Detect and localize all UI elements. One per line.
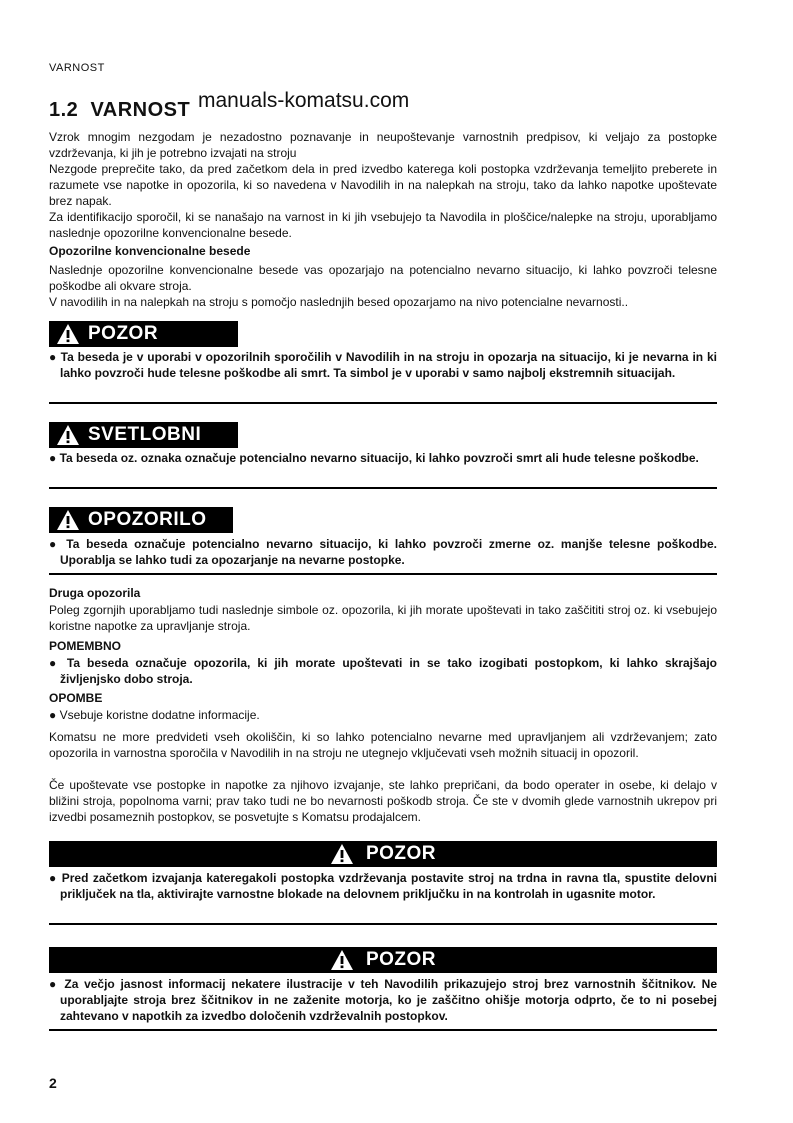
signal-words-paragraph-2: V navodilih in na nalepkah na stroju s pomočjo naslednjih besed opozarjamo na nivo potencialne nevarnosti.. xyxy=(49,295,629,309)
signal-label-svetlobni-text xyxy=(49,450,717,466)
intro-paragraph-1: Vzrok mnogim nezgodam je nezadostno poznavanje in neupoštevanje varnostnih predpisov, ki veljajo za postopke vzdrževanja, ki jih je potrebno izvajati na stroju xyxy=(49,130,717,160)
bullet-icon: ● xyxy=(49,656,60,670)
bullet-text: Ta beseda oz. oznaka označuje potencialno nevarno situacijo, ki lahko povzroči smrt ali hude telesne poškodbe. xyxy=(59,451,699,465)
divider xyxy=(49,402,717,404)
closing-paragraph-1: Komatsu ne more predvideti vseh okoliščin, ki so lahko potencialno nevarne med upravljanjem ali vzdrževanjem; zato opozorila in varnostna sporočila v Navodilih in na stroju ne utegnejo vključevati vseh možnih situacij in opozoril. xyxy=(49,730,717,760)
signal-word: POZOR xyxy=(365,843,437,864)
bullet-icon: ● xyxy=(49,350,57,364)
bullet-icon: ● xyxy=(49,871,58,885)
warning-banner-pozor xyxy=(49,841,717,867)
warning-text xyxy=(49,976,717,1024)
signal-label-svetlobni xyxy=(49,422,238,448)
bullet-text: Ta beseda je v uporabi v opozorilnih sporočilih v Navodilih in na stroju in opozarja na situacijo, ki je nevarna in ki lahko povzroči hude telesne poškodbe ali smrt. Ta simbol je v uporabi v samo najbolj ekstremnih situacijah. xyxy=(60,350,718,380)
bullet-text: Pred začetkom izvajanja kateregakoli postopka vzdrževanja postavite stroj na trdna in ravna tla, spustite delovni priključek na tla, aktivirajte varnostne blokade na delovnem priključku in na kontrolah in ugasnite motor. xyxy=(60,871,717,901)
divider xyxy=(49,1029,717,1031)
warning-triangle-icon xyxy=(56,424,80,446)
bullet-icon: ● xyxy=(49,451,57,465)
bullet-icon: ● xyxy=(49,708,57,722)
notes-text xyxy=(49,707,717,723)
watermark: manuals-komatsu.com xyxy=(198,89,410,112)
signal-label-opozorilo-text xyxy=(49,536,717,568)
bullet-text: Za večjo jasnost informacij nekatere ilustracije v teh Navodilih prikazujejo stroj brez varnostnih ščitnikov. Ne uporabljajte stroja brez ščitnikov in ne zaženite motorja, ko je zaščitno ohišje motorja odprto, če to ni posebej zahtevano v napotkih za izvedbo določenih vzdrževalnih postopkov. xyxy=(60,977,717,1023)
bullet-icon: ● xyxy=(49,977,59,991)
divider xyxy=(49,487,717,489)
running-header: VARNOST xyxy=(49,62,105,74)
bullet-text: Vsebuje koristne dodatne informacije. xyxy=(59,708,260,722)
warning-banner-pozor xyxy=(49,947,717,973)
closing-paragraph-2: Če upoštevate vse postopke in napotke za njihovo izvajanje, ste lahko prepričani, da bodo operater in osebe, ki delajo v bližini stroja, popolnoma varni; prav tako tudi ne bo nevarnosti poškodb stroja. Če ste v dvomih glede varnostnih ukrepov pri izvedbi posameznih postopkov, se posvetujte s Komatsu prodajalcem. xyxy=(49,778,717,824)
other-warnings-text: Poleg zgornjih uporabljamo tudi naslednje simbole oz. opozorila, ki jih morate upoštevati in tako zaščititi stroj oz. ki vsebujejo koristne napotke za upravljanje stroja. xyxy=(49,603,717,633)
signal-words-paragraph-1: Naslednje opozorilne konvencionalne besede vas opozarjajo na potencialno nevarno situacijo, ki lahko povzroči telesne poškodbe ali okvare stroja. xyxy=(49,263,717,293)
signal-label-opozorilo xyxy=(49,507,233,533)
warning-triangle-icon xyxy=(56,323,80,345)
divider xyxy=(49,923,717,925)
divider xyxy=(49,573,717,575)
signal-label-pozor-text xyxy=(49,349,717,381)
page-number: 2 xyxy=(49,1075,57,1091)
bullet-text: Ta beseda označuje potencialno nevarno situacijo, ki lahko povzroči zmerne oz. manjše telesne poškodbe. Uporablja se lahko tudi za opozarjanje na nevarne postopke. xyxy=(60,537,718,567)
signal-word: SVETLOBNI xyxy=(88,424,202,445)
important-heading: POMEMBNO xyxy=(49,639,121,653)
signal-word: OPOZORILO xyxy=(88,509,207,530)
bullet-text: Ta beseda označuje opozorila, ki jih morate upoštevati in se tako izogibati postopkom, ki lahko skrajšajo življenjsko dobo stroja. xyxy=(60,656,717,686)
important-text xyxy=(49,655,717,687)
other-warnings-heading: Druga opozorila xyxy=(49,586,141,600)
warning-triangle-icon xyxy=(330,843,354,865)
intro-paragraph-2: Nezgode preprečite tako, da pred začetkom dela in pred izvedbo katerega koli postopka vzdrževanja temeljito preberete in razumete vse napotke in opozorila, ki so navedena v Navodilih in na nalepkah na stroju, tako da lahko napotke upoštevate brez napak. xyxy=(49,162,717,208)
signal-word: POZOR xyxy=(88,323,159,344)
signal-words-heading: Opozorilne konvencionalne besede xyxy=(49,244,251,258)
section-title xyxy=(49,99,190,122)
signal-label-pozor xyxy=(49,321,238,347)
warning-triangle-icon xyxy=(330,949,354,971)
bullet-icon: ● xyxy=(49,537,60,551)
intro-paragraph-3: Za identifikacijo sporočil, ki se nanašajo na varnost in ki jih vsebujejo ta Navodila in ploščice/nalepke na stroju, uporabljamo naslednje opozorilne konvencionalne besede. xyxy=(49,210,717,240)
section-name: VARNOST xyxy=(90,99,191,121)
signal-word: POZOR xyxy=(365,949,437,970)
warning-triangle-icon xyxy=(56,509,80,531)
warning-text xyxy=(49,870,717,902)
notes-heading: OPOMBE xyxy=(49,691,103,705)
section-number: 1.2 xyxy=(49,99,79,121)
